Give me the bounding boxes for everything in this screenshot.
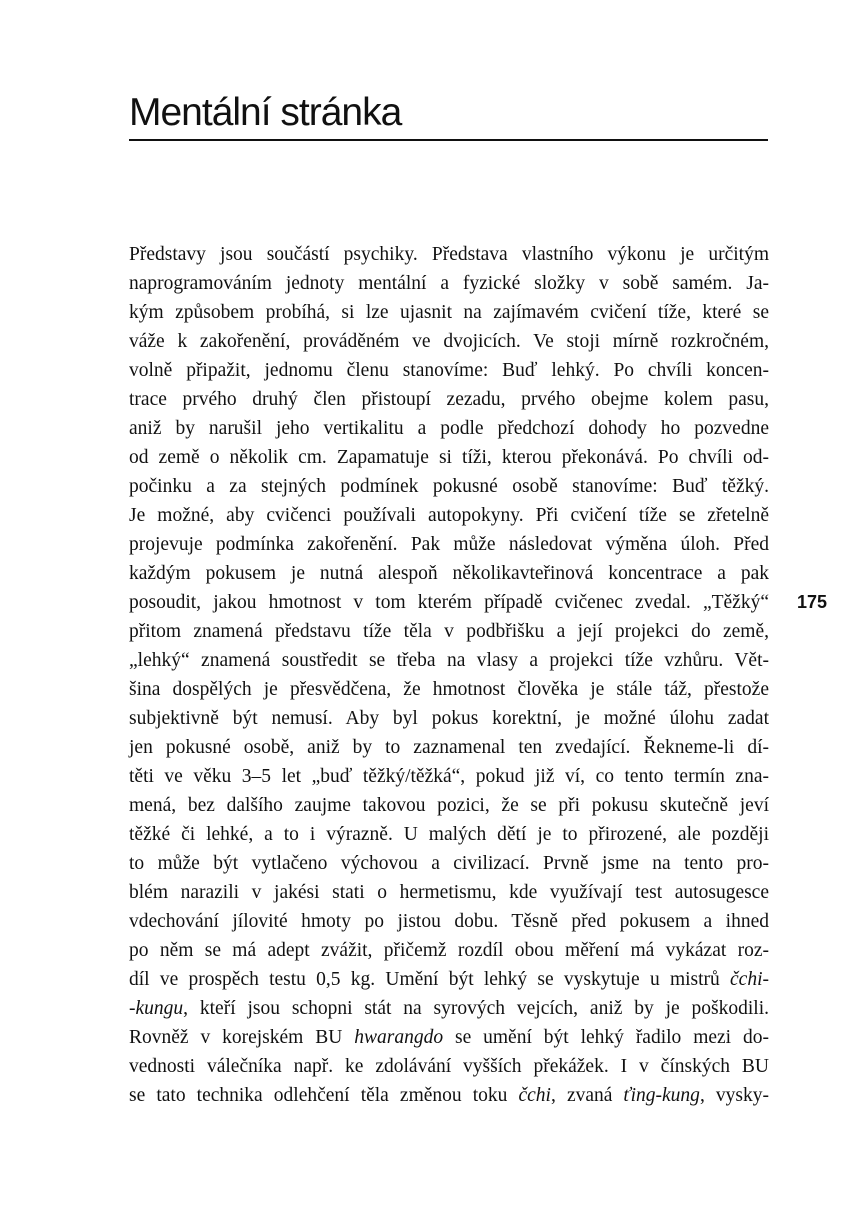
text-segment: se umění být lehký řadilo mezi do-	[443, 1027, 769, 1048]
text-line-content	[129, 965, 769, 994]
text-line	[129, 530, 769, 559]
text-line-content: přitom znamená představu tíže těla v podbřišku a její projekci do země,	[129, 621, 769, 642]
text-line	[129, 646, 769, 675]
text-line	[129, 965, 769, 994]
text-line	[129, 994, 769, 1023]
text-line-content: aniž by narušil jeho vertikalitu a podle předchozí dohody ho pozvedne	[129, 418, 769, 439]
text-line	[129, 907, 769, 936]
text-line-content	[129, 1081, 769, 1110]
text-segment: díl ve prospěch testu 0,5 kg. Umění být lehký se vyskytuje u mistrů	[129, 969, 731, 990]
text-line-content: volně připažit, jednomu členu stanovíme: Buď lehký. Po chvíli koncen-	[129, 360, 769, 381]
text-line	[129, 501, 769, 530]
text-segment: Rovněž v korejském BU	[129, 1027, 355, 1048]
text-line-content: subjektivně být nemusí. Aby byl pokus korektní, je možné úlohu zadat	[129, 708, 769, 729]
text-line-content: každým pokusem je nutná alespoň několikavteřinová koncentrace a pak	[129, 563, 769, 584]
text-line	[129, 1052, 769, 1081]
text-line-content	[129, 1023, 769, 1052]
text-line	[129, 1081, 769, 1110]
text-line	[129, 791, 769, 820]
text-line-content: naprogramováním jednoty mentální a fyzické složky v sobě samém. Ja-	[129, 273, 769, 294]
text-line	[129, 617, 769, 646]
text-line-content: vdechování jílovité hmoty po jistou dobu. Těsně před pokusem a ihned	[129, 911, 769, 932]
text-line	[129, 414, 769, 443]
text-line-content: kým způsobem probíhá, si lze ujasnit na zajímavém cvičení tíže, které se	[129, 302, 769, 323]
text-line-content: trace prvého druhý člen přistoupí zezadu, prvého obejme kolem pasu,	[129, 389, 769, 410]
text-line	[129, 820, 769, 849]
text-line-content: těti ve věku 3–5 let „buď těžký/těžká“, pokud již ví, co tento termín zna-	[129, 766, 769, 787]
text-line	[129, 733, 769, 762]
text-line-content: Představy jsou součástí psychiky. Představa vlastního výkonu je určitým	[129, 244, 769, 265]
text-line	[129, 878, 769, 907]
text-line-content: vednosti válečníka např. ke zdolávání vyšších překážek. I v čínských BU	[129, 1056, 769, 1077]
text-segment: se tato technika odlehčení těla změnou toku	[129, 1085, 519, 1106]
text-line-content: to může být vytlačeno výchovou a civilizací. Prvně jsme na tento pro-	[129, 853, 769, 874]
italic-term: čchi	[518, 1085, 551, 1106]
title-rule	[129, 139, 768, 141]
text-line-content: od země o několik cm. Zapamatuje si tíži, kterou překonává. Po chvíli od-	[129, 447, 769, 468]
text-line-content: posoudit, jakou hmotnost v tom kterém případě cvičenec zvedal. „Těžký“	[129, 592, 769, 613]
text-line-content: Je možné, aby cvičenci používali autopokyny. Při cvičení tíže se zřetelně	[129, 505, 769, 526]
text-line	[129, 269, 769, 298]
text-line-content: těžké či lehké, a to i výrazně. U malých dětí je to přirozené, ale později	[129, 824, 769, 845]
text-line	[129, 849, 769, 878]
text-line	[129, 356, 769, 385]
text-line-content: „lehký“ znamená soustředit se třeba na vlasy a projekci tíže vzhůru. Vět-	[129, 650, 769, 671]
text-line	[129, 385, 769, 414]
text-line-content: blém narazili v jakési stati o hermetismu, kde využívají test autosugesce	[129, 882, 769, 903]
text-line	[129, 240, 769, 269]
text-line-content: jen pokusné osobě, aniž by to zaznamenal ten zvedající. Řekneme-li dí-	[129, 737, 769, 758]
italic-term: hwarangdo	[354, 1027, 444, 1048]
text-line	[129, 559, 769, 588]
text-line	[129, 762, 769, 791]
text-segment: , vysky-	[699, 1085, 769, 1106]
text-line	[129, 588, 769, 617]
text-line	[129, 1023, 769, 1052]
italic-term: -kungu	[129, 998, 184, 1019]
italic-term: ťing-kung	[623, 1085, 700, 1106]
italic-term: čchi-	[730, 969, 769, 990]
text-line	[129, 327, 769, 356]
text-line	[129, 443, 769, 472]
text-line-content	[129, 994, 769, 1023]
text-line	[129, 472, 769, 501]
text-line	[129, 704, 769, 733]
text-line-content: projevuje podmínka zakořenění. Pak může následovat výměna úloh. Před	[129, 534, 769, 555]
text-line-content: mená, bez dalšího zaujme takovou pozici, že se při pokusu skutečně jeví	[129, 795, 769, 816]
text-line-content: váže k zakořenění, prováděném ve dvojicích. Ve stoji mírně rozkročném,	[129, 331, 769, 352]
text-segment: , kteří jsou schopni stát na syrových vejcích, aniž by je poškodili.	[183, 998, 769, 1019]
text-line	[129, 298, 769, 327]
body-text	[129, 240, 769, 1110]
text-line-content: šina dospělých je přesvědčena, že hmotnost člověka je stále táž, přestože	[129, 679, 769, 700]
text-line-content: po něm se má adept zvážit, přičemž rozdíl obou měření má vykázat roz-	[129, 940, 769, 961]
chapter-title: Mentální stránka	[129, 91, 402, 134]
text-segment: , zvaná	[550, 1085, 624, 1106]
page-number: 175	[797, 592, 828, 612]
text-line	[129, 936, 769, 965]
text-line-content: počinku a za stejných podmínek pokusné osobě stanovíme: Buď těžký.	[129, 476, 769, 497]
text-line	[129, 675, 769, 704]
